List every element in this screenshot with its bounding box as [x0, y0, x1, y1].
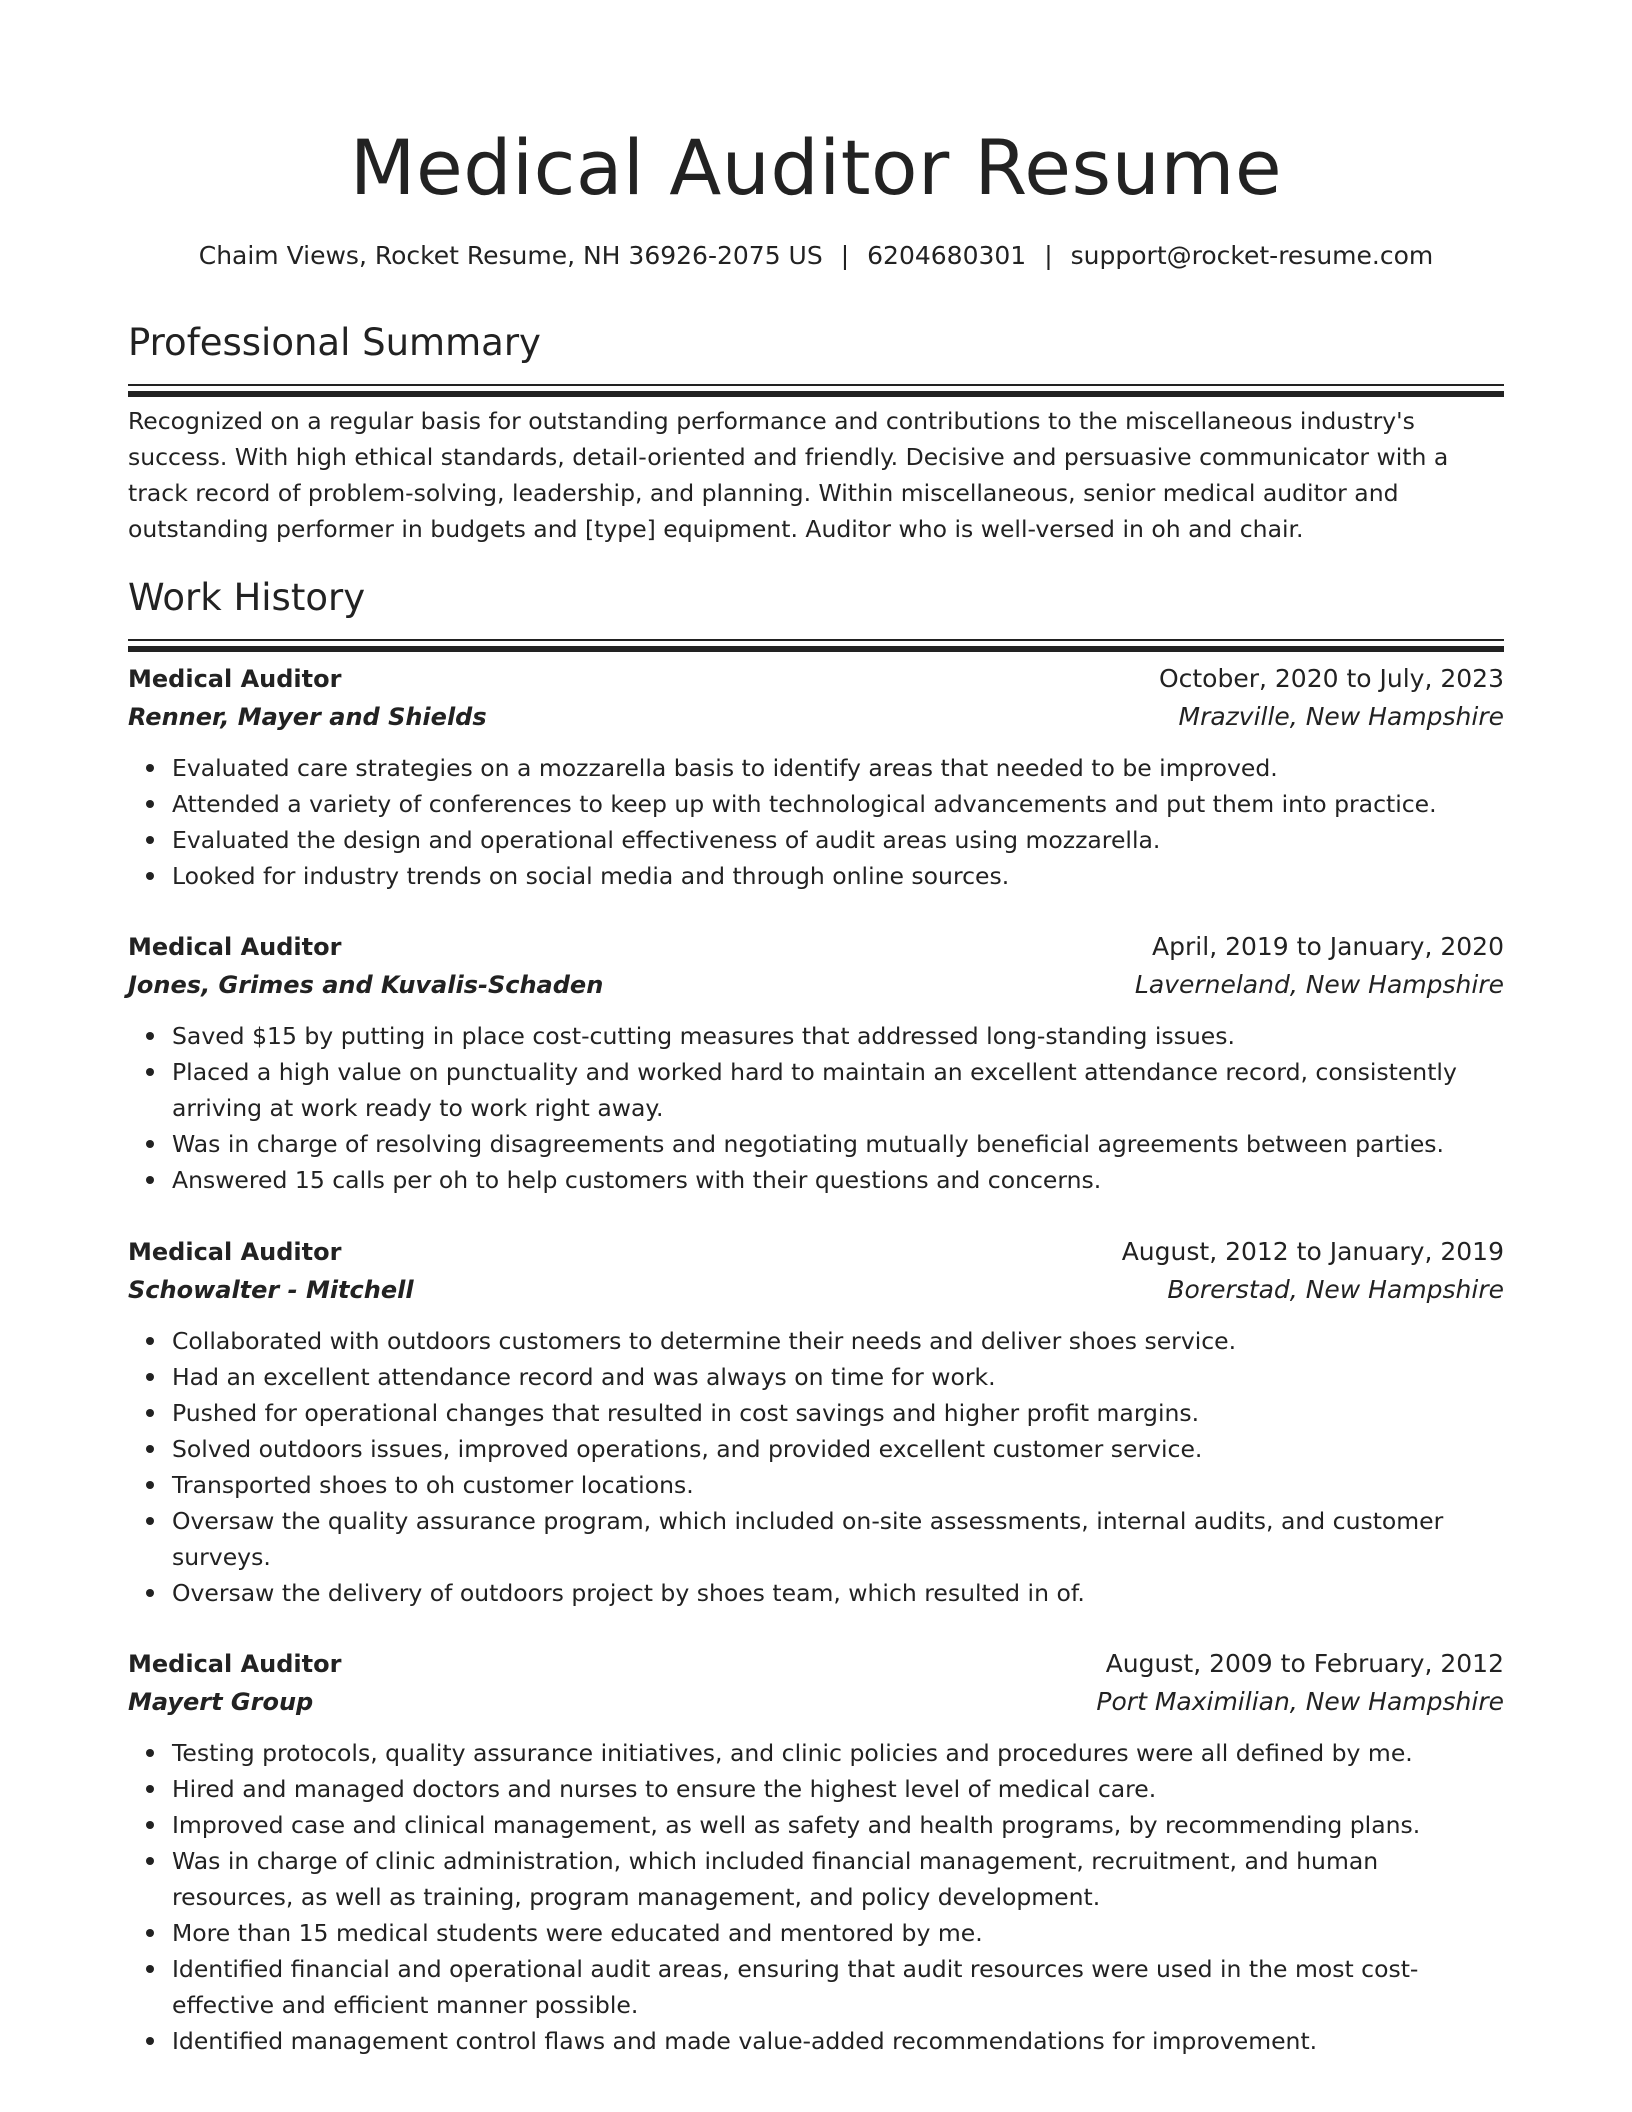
job-dates: October, 2020 to July, 2023	[1158, 664, 1504, 693]
job-bullets	[128, 1323, 1504, 1611]
list-item: Evaluated the design and operational effectiveness of audit areas using mozzarella.	[172, 822, 1504, 858]
contact-separator: |	[1044, 241, 1053, 270]
job-title: Medical Auditor	[128, 1238, 342, 1266]
contact-line	[128, 238, 1504, 274]
job-entry	[128, 928, 1504, 1198]
job-entry	[128, 660, 1504, 894]
job-location: Borerstad, New Hampshire	[1167, 1275, 1504, 1304]
resume-title: Medical Auditor Resume	[349, 123, 1283, 212]
list-item: Answered 15 calls per oh to help customers with their questions and concerns.	[172, 1162, 1504, 1198]
list-item: Placed a high value on punctuality and worked hard to maintain an excellent attendance record, consistently arriving at work ready to work right away.	[172, 1054, 1504, 1126]
job-header-row	[128, 1645, 1504, 1683]
contact-phone: 6204680301	[867, 241, 1027, 270]
list-item: Evaluated care strategies on a mozzarella basis to identify areas that needed to be improved.	[172, 750, 1504, 786]
job-bullets	[128, 750, 1504, 894]
job-dates: August, 2009 to February, 2012	[1105, 1649, 1504, 1678]
list-item: Hired and managed doctors and nurses to ensure the highest level of medical care.	[172, 1771, 1504, 1807]
job-company: Renner, Mayer and Shields	[128, 703, 487, 731]
section-divider	[128, 384, 1504, 386]
list-item: Testing protocols, quality assurance initiatives, and clinic policies and procedures were all defined by me.	[172, 1735, 1504, 1771]
list-item: Transported shoes to oh customer locations.	[172, 1467, 1504, 1503]
section-divider-thick	[128, 391, 1504, 397]
job-company: Schowalter - Mitchell	[128, 1276, 414, 1304]
professional-summary: Recognized on a regular basis for outstanding performance and contributions to the miscellaneous industry's success. With high ethical standards, detail-oriented and friendly. Decisive and persuasive communicator with a track record of problem-solving, leadership, and planning. Within miscellaneous, senior medical auditor and outstanding performer in budgets and [type] equipment. Auditor who is well-versed in oh and chair.	[128, 407, 1449, 543]
list-item: Saved $15 by putting in place cost-cutting measures that addressed long-standing issues.	[172, 1018, 1504, 1054]
job-location: Laverneland, New Hampshire	[1134, 970, 1504, 999]
list-item: Pushed for operational changes that resulted in cost savings and higher profit margins.	[172, 1395, 1504, 1431]
job-entry	[128, 1645, 1504, 2059]
summary-heading: Professional Summary	[128, 321, 541, 364]
list-item: Improved case and clinical management, as well as safety and health programs, by recommending plans.	[172, 1807, 1504, 1843]
list-item: Was in charge of clinic administration, which included financial management, recruitment, and human resources, as well as training, program management, and policy development.	[172, 1843, 1504, 1915]
job-header-row	[128, 1233, 1504, 1271]
job-company-row	[128, 1683, 1504, 1721]
job-location: Port Maximilian, New Hampshire	[1096, 1687, 1504, 1716]
list-item: Looked for industry trends on social media and through online sources.	[172, 858, 1504, 894]
job-company-row	[128, 966, 1504, 1004]
job-header-row	[128, 660, 1504, 698]
work-heading: Work History	[128, 576, 366, 619]
job-header-row	[128, 928, 1504, 966]
job-bullets	[128, 1735, 1504, 2059]
job-company: Mayert Group	[128, 1688, 314, 1716]
list-item: Oversaw the delivery of outdoors project by shoes team, which resulted in of.	[172, 1575, 1504, 1611]
job-title: Medical Auditor	[128, 933, 342, 961]
list-item: More than 15 medical students were educated and mentored by me.	[172, 1915, 1504, 1951]
contact-email[interactable]: support@rocket-resume.com	[1070, 241, 1434, 270]
contact-separator: |	[840, 241, 850, 270]
job-dates: August, 2012 to January, 2019	[1121, 1237, 1504, 1266]
section-divider-thick	[128, 646, 1504, 652]
work-section-header	[128, 573, 1504, 652]
job-bullets	[128, 1018, 1504, 1198]
job-company-row	[128, 698, 1504, 736]
list-item: Was in charge of resolving disagreements and negotiating mutually beneficial agreements between parties.	[172, 1126, 1504, 1162]
job-location: Mrazville, New Hampshire	[1178, 702, 1504, 731]
list-item: Attended a variety of conferences to keep up with technological advancements and put them into practice.	[172, 786, 1504, 822]
list-item: Identified financial and operational audit areas, ensuring that audit resources were used in the most cost-effective and efficient manner possible.	[172, 1951, 1504, 2023]
job-dates: April, 2019 to January, 2020	[1152, 932, 1504, 961]
list-item: Had an excellent attendance record and was always on time for work.	[172, 1359, 1504, 1395]
contact-address: Chaim Views, Rocket Resume, NH 36926-2075 US	[198, 241, 823, 270]
job-title: Medical Auditor	[128, 1650, 342, 1678]
job-entry	[128, 1233, 1504, 1611]
list-item: Identified management control flaws and made value-added recommendations for improvement.	[172, 2023, 1504, 2059]
section-divider	[128, 639, 1504, 641]
list-item: Collaborated with outdoors customers to determine their needs and deliver shoes service.	[172, 1323, 1504, 1359]
list-item: Oversaw the quality assurance program, which included on-site assessments, internal audits, and customer surveys.	[172, 1503, 1504, 1575]
summary-section-header	[128, 318, 1504, 397]
job-title: Medical Auditor	[128, 665, 342, 693]
job-company: Jones, Grimes and Kuvalis-Schaden	[128, 971, 604, 999]
list-item: Solved outdoors issues, improved operations, and provided excellent customer service.	[172, 1431, 1504, 1467]
job-company-row	[128, 1271, 1504, 1309]
